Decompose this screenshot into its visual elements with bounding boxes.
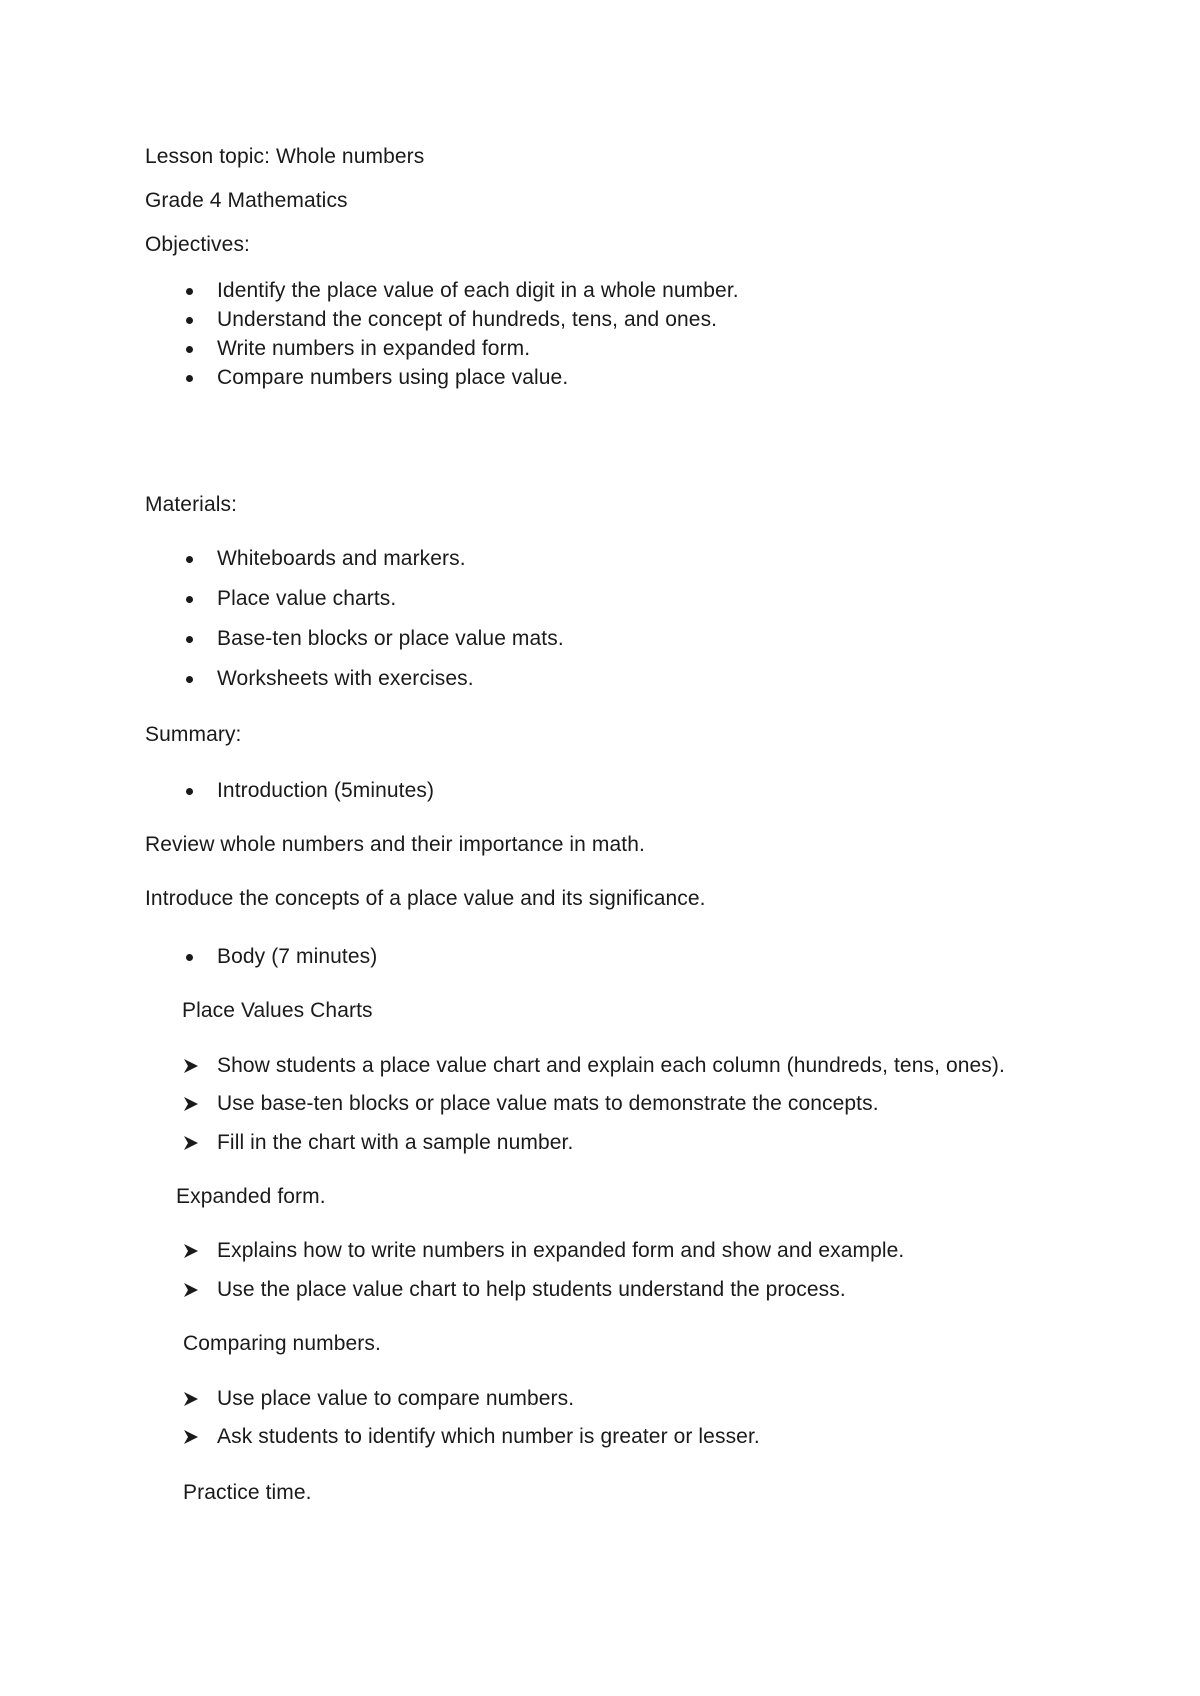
bullet-icon <box>185 778 197 804</box>
arrowhead-bullet-icon <box>183 1277 203 1303</box>
arrowhead-bullet-icon <box>183 1238 203 1264</box>
lesson-topic: Lesson topic: Whole numbers <box>145 145 425 168</box>
list-item-text: Use base-ten blocks or place value mats to demonstrate the concepts. <box>217 1092 879 1115</box>
place-values-charts-heading: Place Values Charts <box>182 999 373 1022</box>
bullet-icon <box>185 278 197 304</box>
comparing-numbers-heading: Comparing numbers. <box>183 1332 381 1355</box>
list-item-text: Show students a place value chart and explain each column (hundreds, tens, ones). <box>217 1054 1005 1077</box>
summary-heading: Summary: <box>145 723 242 746</box>
list-item-text: Ask students to identify which number is greater or lesser. <box>217 1425 760 1448</box>
arrowhead-bullet-icon <box>183 1130 203 1156</box>
bullet-icon <box>185 586 197 612</box>
introduction-label: Introduction (5minutes) <box>217 779 435 802</box>
introduction-paragraph: Review whole numbers and their importance in math. <box>145 833 645 856</box>
list-item-text: Write numbers in expanded form. <box>217 337 531 360</box>
list-item-text: Use the place value chart to help students understand the process. <box>217 1278 846 1301</box>
arrowhead-bullet-icon <box>183 1386 203 1412</box>
bullet-icon <box>185 546 197 572</box>
list-item-text: Identify the place value of each digit in a whole number. <box>217 279 739 302</box>
practice-time-heading: Practice time. <box>183 1481 312 1504</box>
list-item-text: Understand the concept of hundreds, tens, and ones. <box>217 308 718 331</box>
list-item-text: Base-ten blocks or place value mats. <box>217 627 564 650</box>
bullet-icon <box>185 365 197 391</box>
arrowhead-bullet-icon <box>183 1053 203 1079</box>
bullet-icon <box>185 336 197 362</box>
arrowhead-bullet-icon <box>183 1424 203 1450</box>
list-item-text: Fill in the chart with a sample number. <box>217 1131 574 1154</box>
list-item-text: Compare numbers using place value. <box>217 366 569 389</box>
introduction-paragraph: Introduce the concepts of a place value and its significance. <box>145 887 706 910</box>
objectives-heading: Objectives: <box>145 233 250 256</box>
list-item-text: Use place value to compare numbers. <box>217 1387 575 1410</box>
arrowhead-bullet-icon <box>183 1091 203 1117</box>
bullet-icon <box>185 666 197 692</box>
list-item-text: Worksheets with exercises. <box>217 667 474 690</box>
list-item-text: Place value charts. <box>217 587 397 610</box>
bullet-icon <box>185 626 197 652</box>
list-item-text: Whiteboards and markers. <box>217 547 466 570</box>
expanded-form-heading: Expanded form. <box>176 1185 326 1208</box>
list-item-text: Explains how to write numbers in expanded form and show and example. <box>217 1239 905 1262</box>
bullet-icon <box>185 307 197 333</box>
bullet-icon <box>185 944 197 970</box>
materials-heading: Materials: <box>145 493 238 516</box>
body-label: Body (7 minutes) <box>217 945 378 968</box>
grade-title: Grade 4 Mathematics <box>145 189 348 212</box>
